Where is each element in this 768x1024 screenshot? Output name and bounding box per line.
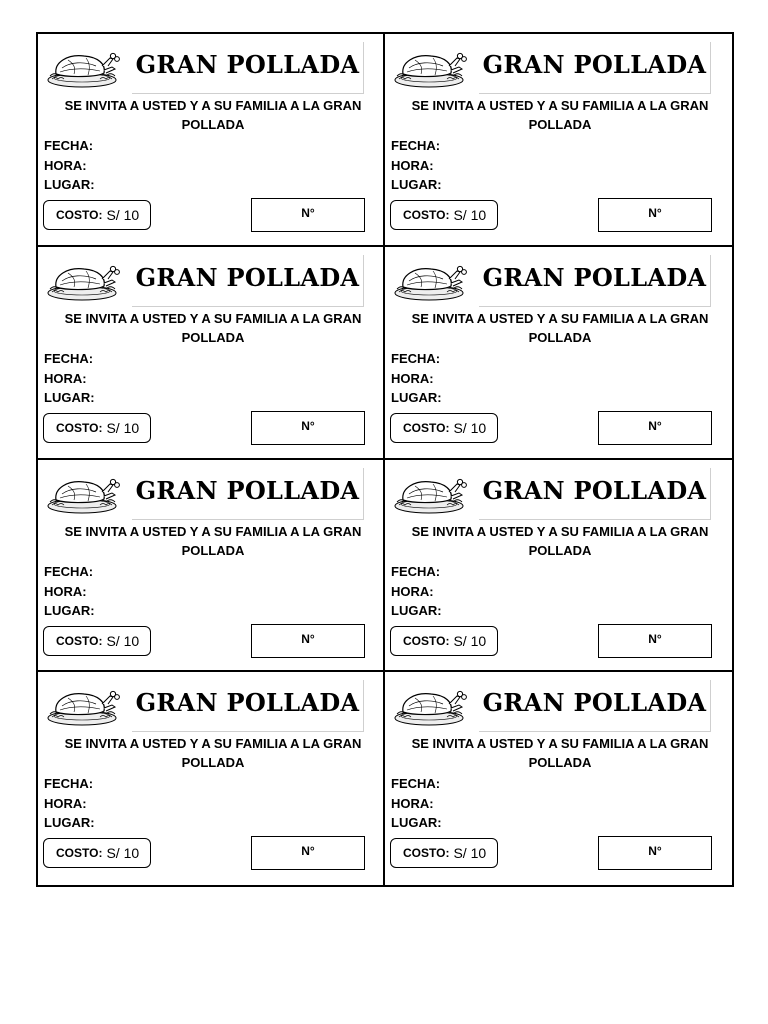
title-box xyxy=(479,468,711,520)
costo-box xyxy=(43,626,151,656)
title-box xyxy=(132,680,364,732)
roast-chicken-icon xyxy=(46,684,120,728)
invitation-text: SE INVITA A USTED Y A SU FAMILIA A LA GRAN POLLADA xyxy=(64,736,362,771)
ticket xyxy=(385,34,732,247)
ticket-title: GRAN POLLADA xyxy=(482,688,707,718)
hora-label: HORA: xyxy=(391,583,434,599)
invitation-text: SE INVITA A USTED Y A SU FAMILIA A LA GRAN POLLADA xyxy=(411,523,709,558)
roast-chicken-icon xyxy=(46,472,120,516)
costo-value: S/ 10 xyxy=(453,632,487,649)
numero-box xyxy=(598,836,712,870)
costo-box xyxy=(390,838,498,868)
lugar-label: LUGAR: xyxy=(391,389,442,405)
fecha-label: FECHA: xyxy=(391,776,441,792)
lugar-label: LUGAR: xyxy=(391,177,442,192)
ticket xyxy=(38,34,385,247)
hora-label: HORA: xyxy=(44,370,87,386)
costo-value: S/ 10 xyxy=(453,207,487,223)
fecha-label: FECHA: xyxy=(44,138,94,153)
ticket-sheet xyxy=(36,32,734,887)
numero-box xyxy=(251,836,365,870)
numero-box xyxy=(598,411,712,445)
title-box xyxy=(132,255,364,307)
ticket-title: GRAN POLLADA xyxy=(482,475,707,505)
numero-label: N° xyxy=(301,844,315,859)
costo-label: COSTO: xyxy=(403,846,450,861)
costo-value: S/ 10 xyxy=(106,632,140,649)
numero-label: N° xyxy=(301,631,315,646)
ticket xyxy=(385,460,732,673)
costo-label: COSTO: xyxy=(56,208,103,222)
invitation-text: SE INVITA A USTED Y A SU FAMILIA A LA GRAN POLLADA xyxy=(64,98,362,132)
lugar-label: LUGAR: xyxy=(44,602,95,618)
lugar-label: LUGAR: xyxy=(44,815,95,831)
costo-box xyxy=(390,626,498,656)
ticket-title: GRAN POLLADA xyxy=(135,50,360,79)
costo-label: COSTO: xyxy=(56,846,103,861)
ticket-title: GRAN POLLADA xyxy=(135,262,360,292)
hora-label: HORA: xyxy=(391,158,434,173)
costo-box xyxy=(43,413,151,443)
costo-value: S/ 10 xyxy=(453,419,487,436)
costo-box xyxy=(43,838,151,868)
numero-box xyxy=(251,411,365,445)
numero-label: N° xyxy=(648,844,662,859)
fecha-label: FECHA: xyxy=(44,563,94,579)
hora-label: HORA: xyxy=(44,583,87,599)
roast-chicken-icon xyxy=(46,259,120,303)
costo-value: S/ 10 xyxy=(453,845,487,862)
roast-chicken-icon xyxy=(393,259,467,303)
ticket xyxy=(385,672,732,885)
roast-chicken-icon xyxy=(393,46,467,90)
ticket xyxy=(38,460,385,673)
roast-chicken-icon xyxy=(46,46,120,90)
costo-box xyxy=(390,413,498,443)
ticket-title: GRAN POLLADA xyxy=(135,688,360,718)
numero-box xyxy=(598,624,712,658)
ticket-title: GRAN POLLADA xyxy=(482,50,707,79)
invitation-text: SE INVITA A USTED Y A SU FAMILIA A LA GRAN POLLADA xyxy=(64,310,362,345)
ticket xyxy=(38,247,385,460)
costo-label: COSTO: xyxy=(56,420,103,435)
numero-label: N° xyxy=(301,206,315,220)
fecha-label: FECHA: xyxy=(44,350,94,366)
invitation-text: SE INVITA A USTED Y A SU FAMILIA A LA GRAN POLLADA xyxy=(64,523,362,558)
fecha-label: FECHA: xyxy=(391,350,441,366)
lugar-label: LUGAR: xyxy=(391,602,442,618)
invitation-text: SE INVITA A USTED Y A SU FAMILIA A LA GRAN POLLADA xyxy=(411,736,709,771)
title-box xyxy=(479,255,711,307)
numero-box xyxy=(251,198,365,232)
costo-label: COSTO: xyxy=(403,208,450,222)
costo-value: S/ 10 xyxy=(106,419,140,436)
numero-label: N° xyxy=(301,418,315,433)
title-box xyxy=(479,42,711,94)
hora-label: HORA: xyxy=(44,158,87,173)
costo-box xyxy=(390,200,498,230)
fecha-label: FECHA: xyxy=(391,138,441,153)
title-box xyxy=(132,42,364,94)
ticket xyxy=(385,247,732,460)
lugar-label: LUGAR: xyxy=(391,815,442,831)
numero-label: N° xyxy=(648,418,662,433)
costo-label: COSTO: xyxy=(403,420,450,435)
costo-value: S/ 10 xyxy=(106,845,140,862)
roast-chicken-icon xyxy=(393,684,467,728)
roast-chicken-icon xyxy=(393,472,467,516)
costo-label: COSTO: xyxy=(56,633,103,648)
invitation-text: SE INVITA A USTED Y A SU FAMILIA A LA GRAN POLLADA xyxy=(411,310,709,345)
ticket-title: GRAN POLLADA xyxy=(135,475,360,505)
lugar-label: LUGAR: xyxy=(44,177,95,192)
hora-label: HORA: xyxy=(391,370,434,386)
title-box xyxy=(479,680,711,732)
lugar-label: LUGAR: xyxy=(44,389,95,405)
numero-box xyxy=(251,624,365,658)
costo-label: COSTO: xyxy=(403,633,450,648)
invitation-text: SE INVITA A USTED Y A SU FAMILIA A LA GRAN POLLADA xyxy=(411,98,709,132)
numero-box xyxy=(598,198,712,232)
fecha-label: FECHA: xyxy=(391,563,441,579)
fecha-label: FECHA: xyxy=(44,776,94,792)
costo-box xyxy=(43,200,151,230)
title-box xyxy=(132,468,364,520)
hora-label: HORA: xyxy=(44,796,87,812)
numero-label: N° xyxy=(648,631,662,646)
numero-label: N° xyxy=(648,206,662,220)
ticket xyxy=(38,672,385,885)
hora-label: HORA: xyxy=(391,796,434,812)
costo-value: S/ 10 xyxy=(106,207,140,223)
ticket-title: GRAN POLLADA xyxy=(482,262,707,292)
